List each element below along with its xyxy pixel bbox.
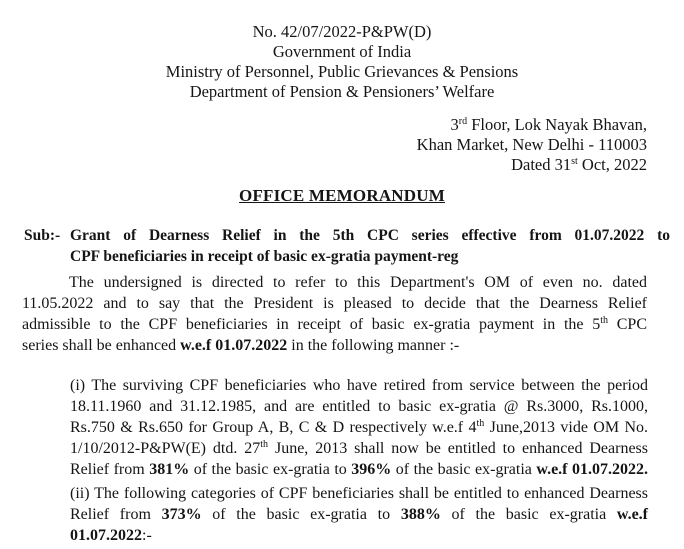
intro-paragraph xyxy=(22,272,647,356)
date-ordinal: st xyxy=(571,156,578,167)
item-1-line-5: Relief from 381% of the basic ex-gratia to 396% of the basic ex-gratia w.e.f 01.07.2022. xyxy=(70,461,648,478)
old-dr-rate: 373% xyxy=(161,506,202,523)
department-name: Department of Pension & Pensioners’ Welfare xyxy=(189,82,495,101)
date-rest: Oct, 2022 xyxy=(577,155,647,174)
government-name: Government of India xyxy=(272,42,412,61)
floor-ordinal: rd xyxy=(458,116,468,127)
effective-date: w.e.f 01.07.2022 xyxy=(180,337,288,354)
item-2-line-1: (ii) The following categories of CPF beneficiaries shall be entitled to enhanced Dearness xyxy=(70,485,648,502)
new-dr-rate: 396% xyxy=(351,461,392,478)
floor-building: Floor, Lok Nayak Bhavan, xyxy=(467,115,647,134)
intro-line-1: The undersigned is directed to refer to this Department's OM of even no. dated xyxy=(69,274,647,291)
intro-line-3: admissible to the CPF beneficiaries in receipt of basic ex-gratia payment in the 5th CPC xyxy=(22,315,648,333)
intro-line-2: 11.05.2022 and to say that the President is pleased to decide that the Dearness Relief xyxy=(22,295,647,312)
memo-date xyxy=(511,155,647,175)
floor-number: 3 xyxy=(450,115,459,134)
item-1-paragraph xyxy=(70,375,648,480)
old-dr-rate: 381% xyxy=(149,461,190,478)
subject-line-2: CPF beneficiaries in receipt of basic ex-gratia payment-reg xyxy=(70,248,459,265)
item-1-line-4: 1/10/2012-P&PW(E) dtd. 27th June, 2013 shall now be entitled to enhanced Dearness xyxy=(70,439,649,457)
ministry-name: Ministry of Personnel, Public Grievances & Pensions xyxy=(165,62,519,81)
document-title: OFFICE MEMORANDUM xyxy=(239,186,445,205)
memo-number: No. 42/07/2022-P&PW(D) xyxy=(252,22,432,41)
date-prefix: Dated 31 xyxy=(511,155,572,174)
intro-line-4: series shall be enhanced w.e.f 01.07.2022 in the following manner :- xyxy=(22,337,460,354)
address-line-2: Khan Market, New Delhi - 110003 xyxy=(416,135,647,154)
subject-label: Sub:- xyxy=(24,227,61,244)
item-2-line-3: 01.07.2022:- xyxy=(70,527,152,544)
address-line-1 xyxy=(451,115,647,135)
new-dr-rate: 388% xyxy=(400,506,441,523)
item-1-line-3: Rs.750 & Rs.650 for Group A, B, C & D respectively w.e.f 4th June,2013 vide OM No. xyxy=(70,418,648,436)
item-2-paragraph xyxy=(70,483,648,546)
item-1-line-1: (i) The surviving CPF beneficiaries who have retired from service between the period xyxy=(70,377,648,394)
item-2-line-2: Relief from 373% of the basic ex-gratia to 388% of the basic ex-gratia w.e.f xyxy=(70,506,648,523)
subject-line-1: Grant of Dearness Relief in the 5th CPC series effective from 01.07.2022 to xyxy=(70,227,670,244)
item-1-line-2: 18.11.1960 and 31.12.1985, and are entitled to basic ex-gratia @ Rs.3000, Rs.1000, xyxy=(70,398,648,415)
